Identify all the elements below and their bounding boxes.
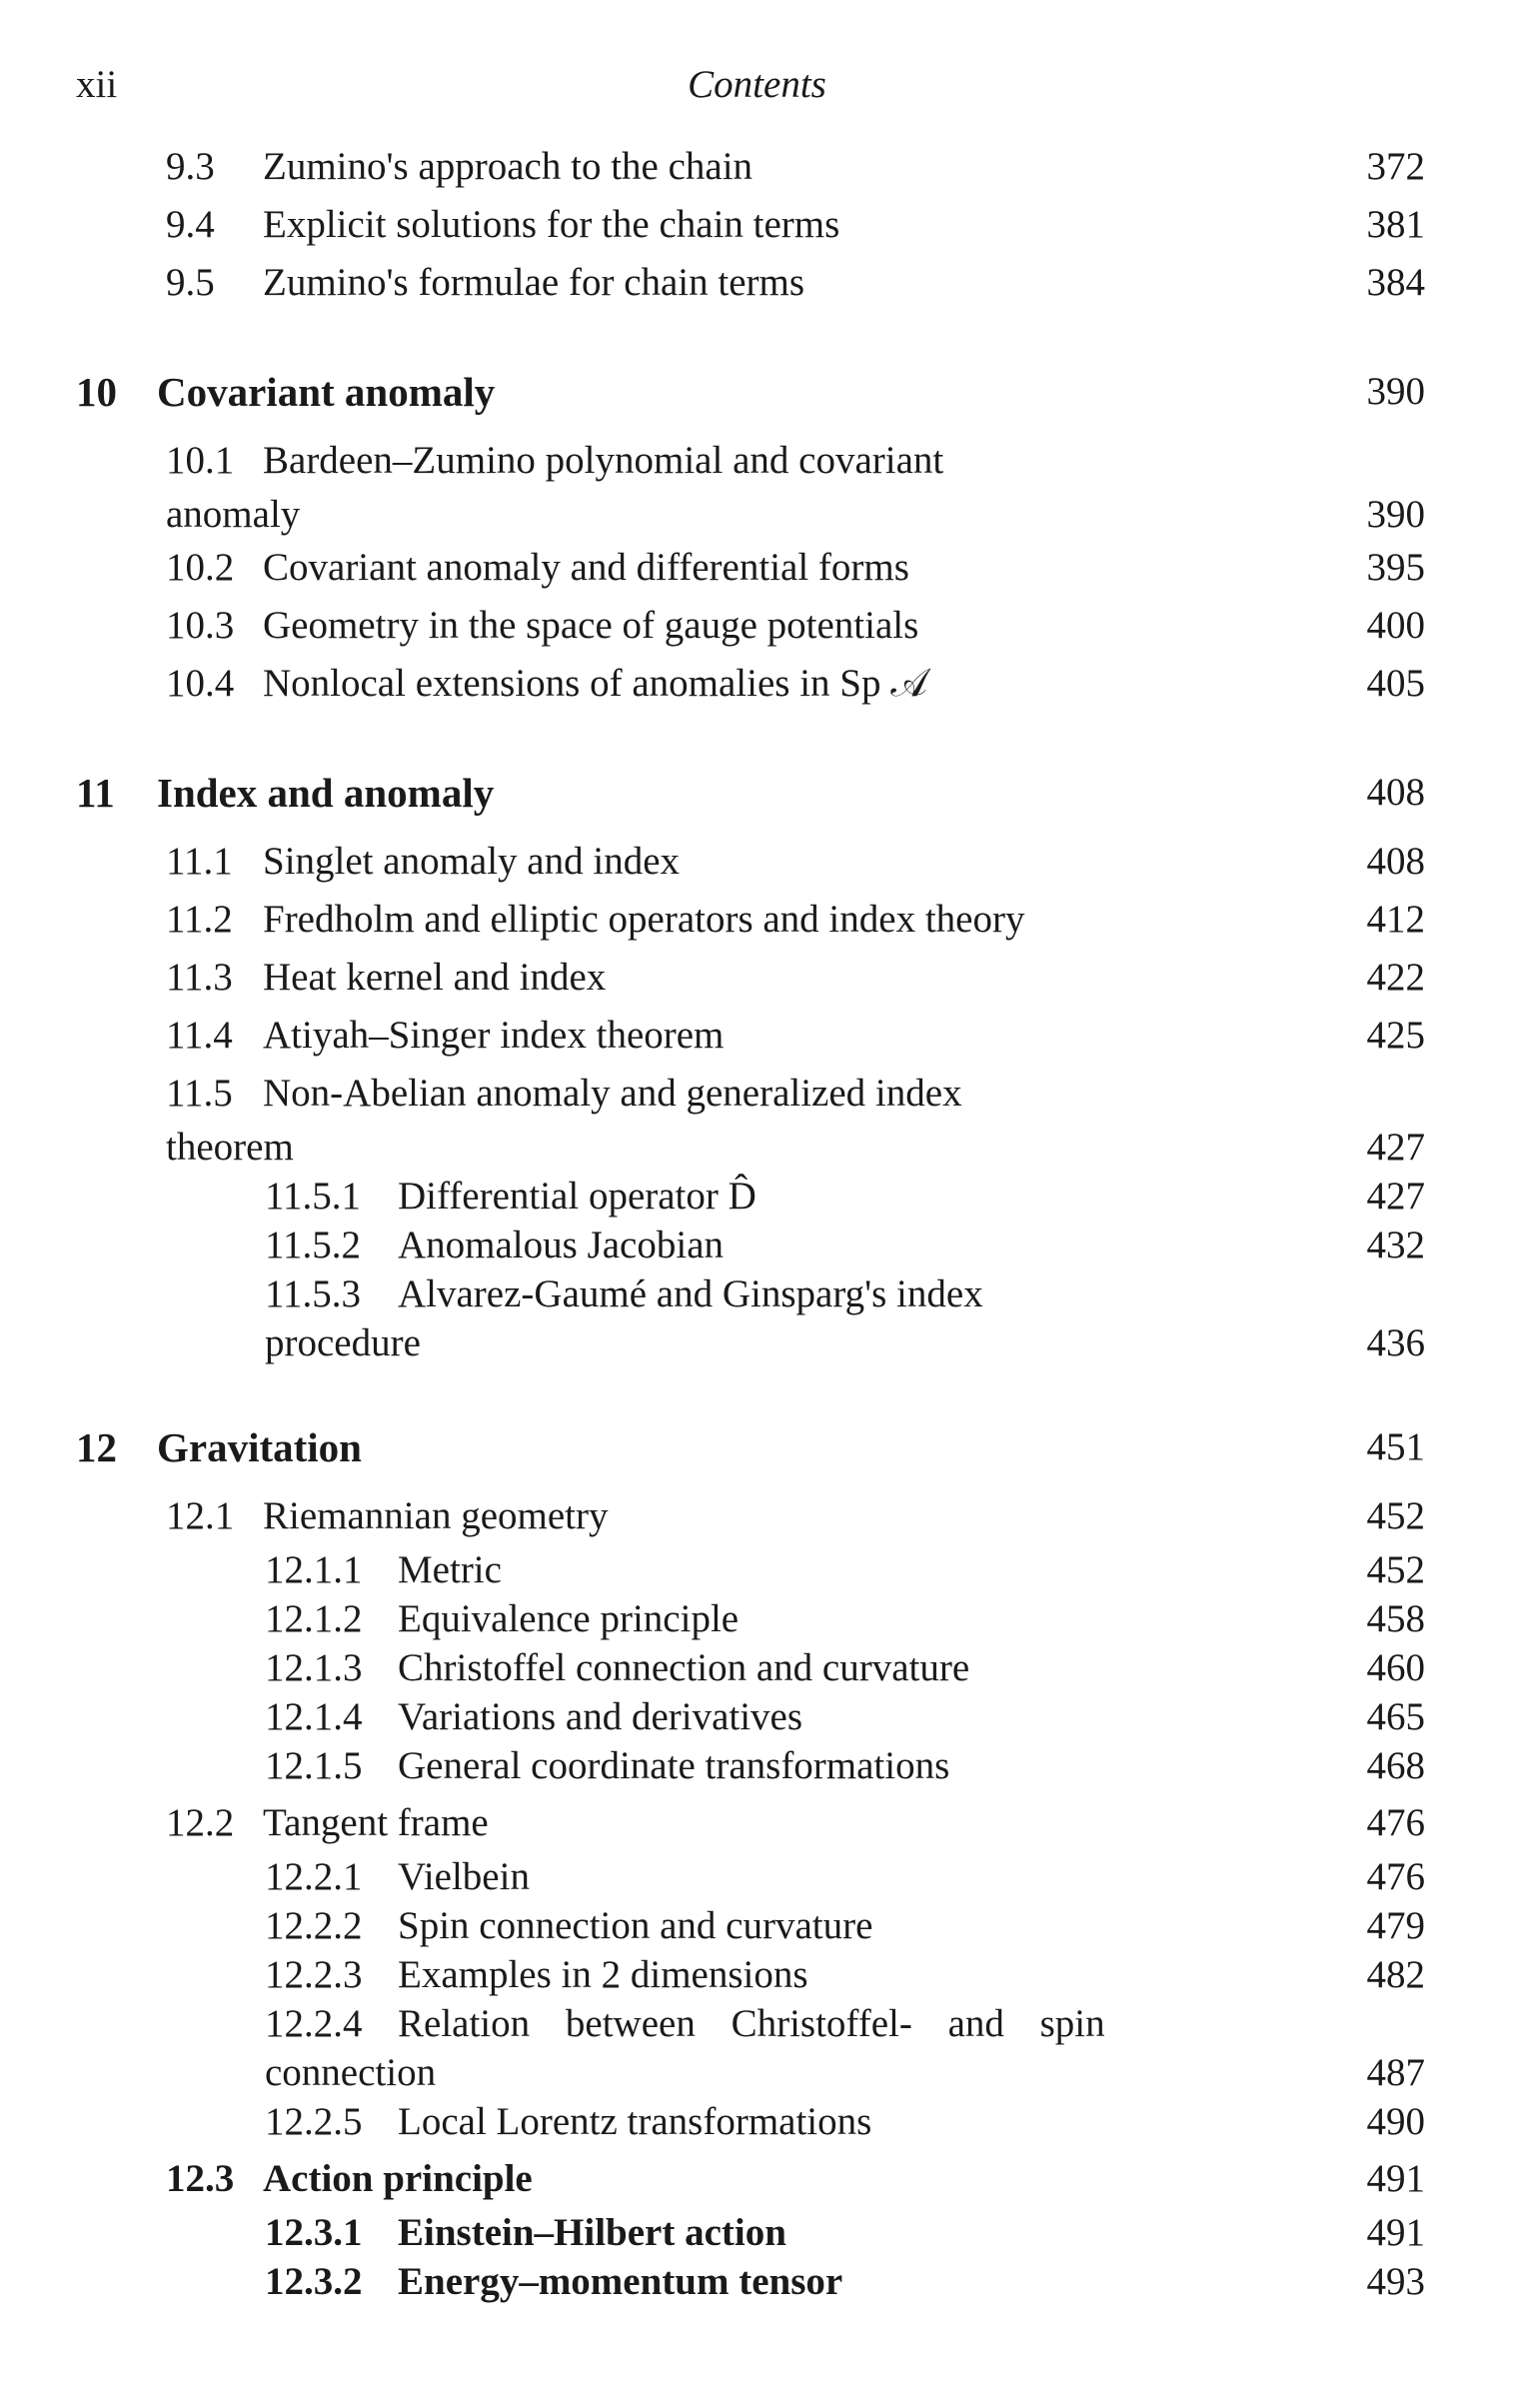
- toc-title: Differential operator D̂: [398, 1175, 757, 1217]
- toc-title: Tangent frame: [263, 1801, 489, 1844]
- toc-entry: [0, 1999, 1518, 2048]
- toc-number: 12.2: [166, 1801, 235, 1844]
- toc-entry: [0, 655, 1518, 713]
- toc-title: Zumino's approach to the chain: [263, 145, 754, 188]
- toc-number: 12.2.1: [265, 1855, 363, 1898]
- toc-title: Non-Abelian anomaly and generalized index: [263, 1072, 962, 1115]
- toc-entry: [0, 2208, 1518, 2257]
- toc-entry: [0, 1545, 1518, 1594]
- toc-entry: [0, 254, 1518, 312]
- toc-title: connection: [265, 2051, 437, 2094]
- toc-page-number: 479: [1366, 1904, 1425, 1947]
- toc-page-number: 390: [1366, 370, 1425, 413]
- toc-entry: [0, 196, 1518, 254]
- toc-page-number: 412: [1366, 898, 1425, 941]
- toc-title: Fredholm and elliptic operators and index theory: [263, 898, 1025, 941]
- toc-entry: [0, 539, 1518, 597]
- toc-page-number: 408: [1366, 771, 1425, 814]
- toc-number: 12.1.1: [265, 1548, 363, 1591]
- header-title: Contents: [688, 63, 826, 106]
- toc-number: 12.3.2: [265, 2260, 363, 2303]
- toc-page-number: 482: [1366, 1953, 1425, 1996]
- toc-entry: [0, 1007, 1518, 1065]
- toc-page-number: 405: [1366, 662, 1425, 705]
- toc-page-number: 390: [1366, 493, 1425, 536]
- toc-page-number: 490: [1366, 2100, 1425, 2143]
- toc-entry: [0, 1852, 1518, 1901]
- toc-title: Explicit solutions for the chain terms: [263, 203, 840, 246]
- toc-page-number: 458: [1366, 1597, 1425, 1640]
- toc-title: Energy–momentum tensor: [398, 2260, 843, 2303]
- toc-number: 11.5.3: [265, 1272, 362, 1315]
- toc-title: Spin connection and curvature: [398, 1904, 873, 1947]
- toc-number: 11: [76, 770, 115, 816]
- toc-entry: [0, 1123, 1518, 1172]
- toc-number: 11.3: [166, 956, 233, 999]
- toc-entry: [0, 1318, 1518, 1367]
- toc-title: Metric: [398, 1548, 502, 1591]
- toc-entry: [0, 891, 1518, 949]
- toc-entry: [0, 2257, 1518, 2306]
- toc-page-number: 395: [1366, 546, 1425, 589]
- toc-title: Geometry in the space of gauge potentials: [263, 604, 919, 647]
- toc-title: Action principle: [263, 2157, 533, 2200]
- toc-entry: [0, 1794, 1518, 1852]
- toc-page-number: 491: [1366, 2157, 1425, 2200]
- toc-page-number: 493: [1366, 2260, 1425, 2303]
- toc-number: 10.2: [166, 546, 235, 589]
- toc-page-number: 487: [1366, 2051, 1425, 2094]
- toc-page-number: 476: [1366, 1855, 1425, 1898]
- toc-number: 10.3: [166, 604, 235, 647]
- toc-title: Bardeen–Zumino polynomial and covariant: [263, 439, 944, 482]
- toc-entry: [0, 2048, 1518, 2097]
- toc-page-number: 422: [1366, 956, 1425, 999]
- toc-number: 11.1: [166, 840, 233, 883]
- toc-entry: [0, 1487, 1518, 1545]
- toc-number: 12.3: [166, 2157, 235, 2200]
- toc-title: Local Lorentz transformations: [398, 2100, 872, 2143]
- toc-number: 12.2.5: [265, 2100, 363, 2143]
- toc-page-number: 427: [1366, 1175, 1425, 1217]
- toc-number: 12.1: [166, 1494, 235, 1537]
- toc-number: 12.1.2: [265, 1597, 363, 1640]
- toc-title: Covariant anomaly: [157, 369, 496, 415]
- toc-number: 12.1.5: [265, 1744, 363, 1787]
- toc-entry: [0, 432, 1518, 490]
- toc-title: Singlet anomaly and index: [263, 840, 681, 883]
- toc-page-number: 491: [1366, 2211, 1425, 2254]
- toc-entry: [0, 490, 1518, 539]
- toc-number: 11.2: [166, 898, 233, 941]
- toc-number: 12.2.2: [265, 1904, 363, 1947]
- toc-title: Einstein–Hilbert action: [398, 2211, 786, 2254]
- toc-title: Variations and derivatives: [398, 1695, 803, 1738]
- toc-number: 9.5: [166, 261, 215, 304]
- toc-entry: [0, 1692, 1518, 1741]
- toc-number: 11.4: [166, 1014, 233, 1057]
- toc-title: Index and anomaly: [157, 770, 495, 816]
- toc-entry: [0, 597, 1518, 655]
- toc-title: procedure: [265, 1321, 421, 1364]
- toc-title: Equivalence principle: [398, 1597, 740, 1640]
- toc-title: Nonlocal extensions of anomalies in Sp 𝒜: [263, 662, 928, 705]
- toc-title: Anomalous Jacobian: [398, 1223, 725, 1266]
- toc-entry: [0, 949, 1518, 1007]
- toc-entry: [0, 2097, 1518, 2146]
- toc-entry: [0, 1741, 1518, 1790]
- toc-number: 11.5.1: [265, 1175, 362, 1217]
- toc-title: Christoffel connection and curvature: [398, 1646, 970, 1689]
- toc-title: Atiyah–Singer index theorem: [263, 1014, 725, 1057]
- toc-entry: [0, 1901, 1518, 1950]
- toc-chapter: [0, 1407, 1518, 1487]
- toc-page-number: 468: [1366, 1744, 1425, 1787]
- toc-entry: [0, 1594, 1518, 1643]
- toc-number: 11.5: [166, 1072, 233, 1115]
- toc-title: Heat kernel and index: [263, 956, 607, 999]
- toc-page-number: 465: [1366, 1695, 1425, 1738]
- toc-entry: [0, 1643, 1518, 1692]
- toc-title: Riemannian geometry: [263, 1494, 609, 1537]
- running-header: [76, 62, 1438, 122]
- toc-page-number: 372: [1366, 145, 1425, 188]
- toc-page-number: 384: [1366, 261, 1425, 304]
- toc-page-number: 476: [1366, 1801, 1425, 1844]
- toc-number: 12.1.4: [265, 1695, 363, 1738]
- toc-page-number: 451: [1366, 1425, 1425, 1468]
- toc-page-number: 452: [1366, 1494, 1425, 1537]
- toc-title: Vielbein: [398, 1855, 530, 1898]
- toc-number: 12.3.1: [265, 2211, 363, 2254]
- toc-entry: [0, 1269, 1518, 1318]
- toc-entry: [0, 138, 1518, 196]
- toc-title: anomaly: [166, 493, 301, 536]
- toc-title: General coordinate transformations: [398, 1744, 950, 1787]
- toc-title: Zumino's formulae for chain terms: [263, 261, 805, 304]
- toc-page-number: 408: [1366, 840, 1425, 883]
- toc-page-number: 427: [1366, 1126, 1425, 1169]
- toc-number: 10: [76, 369, 117, 415]
- toc-title: Covariant anomaly and differential forms: [263, 546, 909, 589]
- toc-chapter: [0, 352, 1518, 432]
- table-of-contents: [0, 138, 1518, 2306]
- toc-page-number: 452: [1366, 1548, 1425, 1591]
- toc-number: 12.2.4: [265, 2002, 363, 2045]
- toc-number: 10.1: [166, 439, 235, 482]
- toc-page-number: 460: [1366, 1646, 1425, 1689]
- toc-entry: [0, 833, 1518, 891]
- toc-title: Relation between Christoffel- and spin: [398, 2002, 1105, 2045]
- toc-number: 12.2.3: [265, 1953, 363, 1996]
- header-page-number: xii: [76, 63, 118, 106]
- toc-page-number: 400: [1366, 604, 1425, 647]
- toc-title: theorem: [166, 1126, 294, 1169]
- toc-title: Alvarez-Gaumé and Ginsparg's index: [398, 1272, 983, 1315]
- toc-title: Gravitation: [157, 1424, 362, 1470]
- toc-number: 12.1.3: [265, 1646, 363, 1689]
- toc-entry: [0, 1950, 1518, 1999]
- toc-entry: [0, 1172, 1518, 1220]
- toc-number: 11.5.2: [265, 1223, 362, 1266]
- toc-entry: [0, 1065, 1518, 1123]
- toc-chapter: [0, 753, 1518, 833]
- toc-number: 12: [76, 1424, 117, 1470]
- toc-entry: [0, 2150, 1518, 2208]
- toc-page-number: 436: [1366, 1321, 1425, 1364]
- toc-number: 10.4: [166, 662, 235, 705]
- toc-page-number: 381: [1366, 203, 1425, 246]
- toc-number: 9.4: [166, 203, 215, 246]
- toc-title: Examples in 2 dimensions: [398, 1953, 808, 1996]
- toc-number: 9.3: [166, 145, 215, 188]
- toc-entry: [0, 1220, 1518, 1269]
- toc-page-number: 425: [1366, 1014, 1425, 1057]
- toc-page-number: 432: [1366, 1223, 1425, 1266]
